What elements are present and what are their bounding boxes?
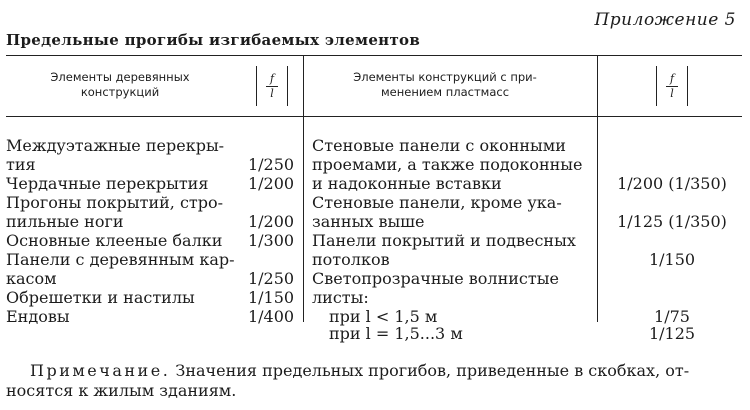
table-top-rule [6, 55, 742, 56]
note-continuation: носятся к жилым зданиям. [6, 381, 237, 400]
right-cell-line: при l = 1,5...3 м [329, 324, 463, 343]
note-text: Значения предельных прогибов, приведенные в скобках, от- [175, 361, 690, 380]
column-header-wood [20, 70, 220, 100]
left-deflection-value: 1/250 [247, 155, 295, 174]
left-deflection-value: 1/300 [247, 231, 295, 250]
right-cell-line: листы: [312, 288, 369, 307]
page-title: Предельные прогибы изгибаемых элементов [6, 31, 421, 49]
column-header-line: менением пластмасс [380, 85, 510, 99]
fraction-header-right [656, 66, 688, 106]
left-cell-line: Прогоны покрытий, стро- [6, 193, 224, 212]
right-deflection-value: 1/125 (1/350) [617, 212, 727, 231]
left-deflection-value: 1/400 [247, 307, 295, 326]
left-cell-line: Междуэтажные перекры- [6, 136, 225, 155]
right-deflection-value: 1/75 [654, 307, 690, 326]
right-cell-line: Светопрозрачные волнистые [312, 269, 559, 288]
appendix-label: Приложение 5 [594, 10, 736, 30]
left-cell-line: пильные ноги [6, 212, 124, 231]
right-deflection-value: 1/150 [648, 250, 696, 269]
left-deflection-value: 1/150 [247, 288, 295, 307]
right-deflection-value: 1/200 (1/350) [617, 174, 727, 193]
left-cell-line: Панели с деревянным кар- [6, 250, 235, 269]
left-cell-line: Обрешетки и настилы [6, 288, 195, 307]
fraction-denominator: l [270, 86, 274, 100]
right-cell-line: занных выше [312, 212, 425, 231]
table-header-rule [6, 116, 742, 117]
column-header-line: конструкций [80, 85, 160, 99]
left-cell-line: Основные клееные балки [6, 231, 223, 250]
fraction-numerator: f [269, 71, 275, 85]
fraction-header-left [256, 66, 288, 106]
column-header-line: Элементы конструкций с при- [353, 70, 537, 84]
note-label: Примечание. [30, 361, 171, 380]
right-cell-line: проемами, а также подоконные [312, 155, 583, 174]
column-divider [597, 56, 598, 322]
right-cell-line: Стеновые панели с оконными [312, 136, 566, 155]
column-divider [303, 56, 304, 322]
left-deflection-value: 1/200 [247, 212, 295, 231]
right-cell-line: Панели покрытий и подвесных [312, 231, 576, 250]
left-deflection-value: 1/250 [247, 269, 295, 288]
left-cell-line: тия [6, 155, 36, 174]
right-cell-line: при l < 1,5 м [329, 307, 438, 326]
left-cell-line: Чердачные перекрытия [6, 174, 209, 193]
right-cell-line: и надоконные вставки [312, 174, 502, 193]
right-cell-line: потолков [312, 250, 390, 269]
fraction-numerator: f [669, 71, 675, 85]
right-deflection-value: 1/125 [648, 324, 696, 343]
column-header-line: Элементы деревянных [50, 70, 190, 84]
column-header-plastic [320, 70, 570, 100]
right-cell-line: Стеновые панели, кроме ука- [312, 193, 562, 212]
note-paragraph [30, 361, 689, 380]
left-deflection-value: 1/200 [247, 174, 295, 193]
left-cell-line: касом [6, 269, 57, 288]
fraction-denominator: l [670, 86, 674, 100]
left-cell-line: Ендовы [6, 307, 70, 326]
